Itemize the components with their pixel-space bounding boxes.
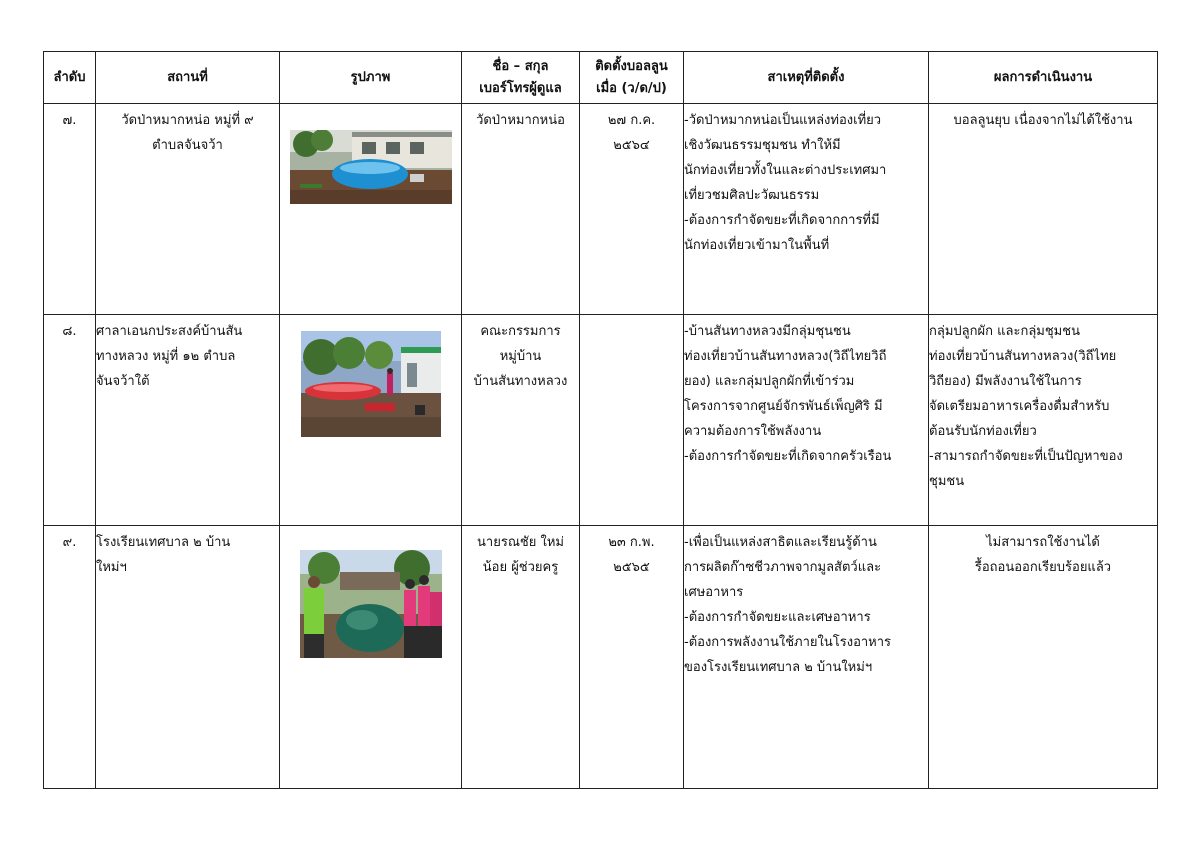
header-installed-date: ติดตั้งบอลลูน เมื่อ (ว/ด/ป) (580, 52, 684, 104)
table-row (44, 526, 1158, 789)
table-row (44, 315, 1158, 526)
row-place: ศาลาเอนกประสงค์บ้านสัน ทางหลวง หมู่ที่ ๑๒ ตำบล จันจว้าใต้ (96, 315, 280, 526)
row-order: ๙. (44, 526, 96, 789)
row-reason: -บ้านสันทางหลวงมีกลุ่มชุนชน ท่องเที่ยวบ้านสันทางหลวง(วิถีไทยวิถี ยอง) และกลุ่มปลูกผักที่เข้าร่วม โครงการจากศูนย์จักรพันธ์เพ็ญศิริ มี ความต้องการใช้พลังงาน -ต้องการกำจัดขยะที่เกิดจากครัวเรือน (684, 315, 929, 526)
red-biogas-balloon-photo (301, 331, 441, 437)
row-caretaker: วัดป่าหมากหน่อ (462, 104, 580, 315)
header-place: สถานที่ (96, 52, 280, 104)
header-caretaker: ชื่อ – สกุล เบอร์โทรผู้ดูแล (462, 52, 580, 104)
header-order: ลำดับ (44, 52, 96, 104)
row-image-cell (280, 315, 462, 526)
table-row (44, 104, 1158, 315)
row-result: ไม่สามารถใช้งานได้ รื้อถอนออกเรียบร้อยแล้ว (929, 526, 1158, 789)
header-row (44, 52, 1158, 104)
row-order: ๘. (44, 315, 96, 526)
row-result: บอลลูนยุบ เนื่องจากไม่ได้ใช้งาน (929, 104, 1158, 315)
header-image: รูปภาพ (280, 52, 462, 104)
row-result: กลุ่มปลูกผัก และกลุ่มชุมชน ท่องเที่ยวบ้านสันทางหลวง(วิถีไทย วิถียอง) มีพลังงานใช้ในการ จัดเตรียมอาหารเครื่องดื่มสำหรับ ต้อนรับนักท่องเที่ยว -สามารถกำจัดขยะที่เป็นปัญหาของ ชุมชน (929, 315, 1158, 526)
row-installed-date (580, 315, 684, 526)
row-caretaker: นายรณชัย ใหม่ น้อย ผู้ช่วยครู (462, 526, 580, 789)
row-image-cell (280, 104, 462, 315)
row-reason: -เพื่อเป็นแหล่งสาธิตและเรียนรู้ด้าน การผลิตก๊าซชีวภาพจากมูลสัตว์และ เศษอาหาร -ต้องการกำจัดขยะและเศษอาหาร -ต้องการพลังงานใช้ภายในโรงอาหาร ของโรงเรียนเทศบาล ๒ บ้านใหม่ฯ (684, 526, 929, 789)
row-order: ๗. (44, 104, 96, 315)
school-biogas-balloon-photo (300, 550, 442, 658)
row-place: โรงเรียนเทศบาล ๒ บ้าน ใหม่ฯ (96, 526, 280, 789)
header-result: ผลการดำเนินงาน (929, 52, 1158, 104)
row-place: วัดป่าหมากหน่อ หมู่ที่ ๙ ตำบลจันจว้า (96, 104, 280, 315)
biogas-installation-table (43, 51, 1158, 789)
row-installed-date: ๒๓ ก.พ. ๒๕๖๕ (580, 526, 684, 789)
header-reason: สาเหตุที่ติดตั้ง (684, 52, 929, 104)
row-caretaker: คณะกรรมการ หมู่บ้าน บ้านสันทางหลวง (462, 315, 580, 526)
blue-biogas-balloon-photo (290, 130, 452, 204)
row-image-cell (280, 526, 462, 789)
row-installed-date: ๒๗ ก.ค. ๒๕๖๔ (580, 104, 684, 315)
row-reason: -วัดป่าหมากหน่อเป็นแหล่งท่องเที่ยว เชิงวัฒนธรรมชุมชน ทำให้มี นักท่องเที่ยวทั้งในและต่างประเทศมา เที่ยวชมศิลปะวัฒนธรรม -ต้องการกำจัดขยะที่เกิดจากการที่มี นักท่องเที่ยวเข้ามาในพื้นที่ (684, 104, 929, 315)
